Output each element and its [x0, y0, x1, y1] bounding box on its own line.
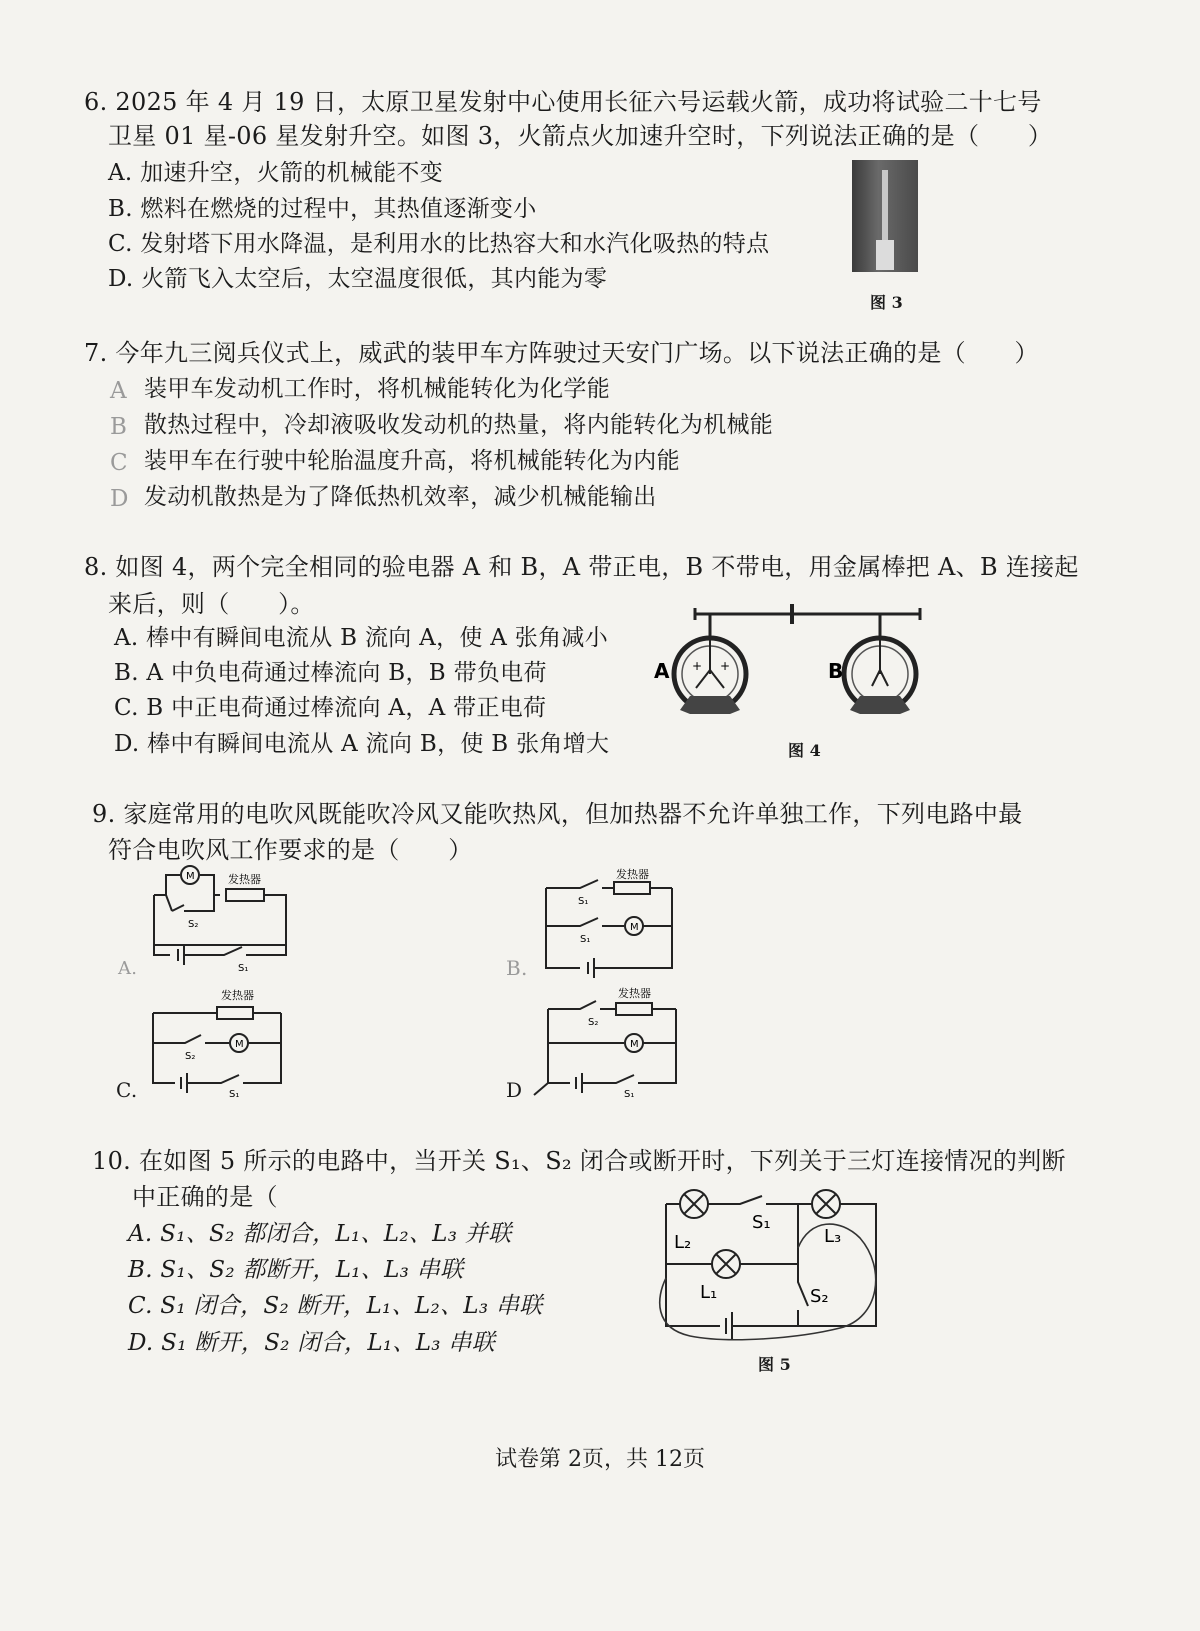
q7-option-a: 装甲车发动机工作时，将机械能转化为化学能	[144, 376, 610, 402]
q8-option-a: A. 棒中有瞬间电流从 B 流向 A，使 A 张角减小	[114, 625, 609, 651]
circuit-b	[540, 868, 690, 978]
q7-letter-a: A	[110, 378, 127, 404]
svg-text:M: M	[186, 871, 195, 882]
q7-stem: 7. 今年九三阅兵仪式上，威武的装甲车方阵驶过天安门广场。以下说法正确的是（ ）	[84, 339, 1039, 367]
circuit-b-label: B.	[506, 956, 528, 980]
q10-option-a: A. S₁、S₂ 都闭合，L₁、L₂、L₃ 并联	[128, 1221, 512, 1247]
svg-text:发热器: 发热器	[618, 987, 651, 1000]
q7-letter-d: D	[110, 486, 129, 512]
svg-text:S₂: S₂	[588, 1017, 599, 1028]
q6-option-c: C. 发射塔下用水降温，是利用水的比热容大和水汽化吸热的特点	[108, 231, 770, 257]
electroscope-b-label: B	[828, 659, 844, 683]
q10-stem-line2: 中正确的是（	[132, 1183, 278, 1211]
q7-option-b: 散热过程中，冷却液吸收发动机的热量，将内能转化为机械能	[144, 412, 774, 438]
svg-text:S₂: S₂	[188, 919, 199, 930]
q8-stem-line2: 来后，则（ ）。	[108, 590, 315, 618]
svg-text:S₁: S₁	[229, 1089, 240, 1100]
rocket-photo	[852, 160, 918, 272]
circuit-d-label: D	[506, 1078, 523, 1102]
svg-text:S₂: S₂	[185, 1051, 196, 1062]
q8-option-c: C. B 中正电荷通过棒流向 A，A 带正电荷	[114, 695, 547, 721]
svg-text:发热器: 发热器	[228, 873, 261, 886]
q8-stem-line1: 8. 如图 4，两个完全相同的验电器 A 和 B，A 带正电，B 不带电，用金属棒把 A、B 连接起	[84, 553, 1079, 581]
circuit-c	[145, 985, 295, 1100]
q6-stem-line2: 卫星 01 星-06 星发射升空。如图 3，火箭点火加速升空时，下列说法正确的是（ ）	[108, 122, 1053, 150]
svg-text:S₁: S₁	[578, 896, 589, 907]
svg-text:L₂: L₂	[674, 1232, 692, 1253]
circuit-c-label: C.	[116, 1078, 138, 1102]
figure-5-caption: 图 5	[758, 1355, 791, 1374]
svg-text:发热器: 发热器	[221, 989, 254, 1002]
q7-letter-c: C	[110, 450, 128, 476]
figure-3-caption: 图 3	[870, 293, 903, 312]
circuit-a-label: A.	[118, 958, 138, 979]
q6-option-b: B. 燃料在燃烧的过程中，其热值逐渐变小	[108, 196, 537, 222]
q9-stem-line2: 符合电吹风工作要求的是（ ）	[108, 836, 473, 864]
svg-text:发热器: 发热器	[616, 868, 649, 881]
svg-text:S₁: S₁	[580, 934, 591, 945]
svg-text:M: M	[630, 922, 639, 933]
q7-option-c: 装甲车在行驶中轮胎温度升高，将机械能转化为内能	[144, 448, 680, 474]
svg-text:S₁: S₁	[624, 1089, 635, 1100]
figure-4-electroscopes	[640, 600, 940, 750]
q10-option-d: D. S₁ 断开，S₂ 闭合，L₁、L₃ 串联	[128, 1330, 496, 1356]
svg-text:S₂: S₂	[810, 1286, 829, 1307]
svg-text:L₃: L₃	[824, 1226, 842, 1247]
q6-option-d: D. 火箭飞入太空后，太空温度很低，其内能为零	[108, 266, 608, 292]
q9-stem-line1: 9. 家庭常用的电吹风既能吹冷风又能吹热风，但加热器不允许单独工作，下列电路中最	[92, 800, 1023, 828]
q10-option-b: B. S₁、S₂ 都断开，L₁、L₃ 串联	[128, 1257, 464, 1283]
figure-5-circuit	[650, 1178, 890, 1358]
electroscope-a-label: A	[654, 659, 670, 683]
q7-option-d: 发动机散热是为了降低热机效率，减少机械能输出	[144, 484, 657, 510]
svg-text:S₁: S₁	[238, 963, 249, 974]
circuit-d	[530, 985, 690, 1100]
svg-text:+: +	[720, 659, 731, 673]
svg-text:+: +	[692, 659, 703, 673]
q10-stem-line1: 10. 在如图 5 所示的电路中，当开关 S₁、S₂ 闭合或断开时，下列关于三灯连接情况的判断	[92, 1147, 1066, 1175]
q7-letter-b: B	[110, 414, 128, 440]
q6-stem-line1: 6. 2025 年 4 月 19 日，太原卫星发射中心使用长征六号运载火箭，成功将试验二十七号	[84, 88, 1042, 116]
svg-text:M: M	[235, 1039, 244, 1050]
svg-text:M: M	[630, 1039, 639, 1050]
q8-option-b: B. A 中负电荷通过棒流向 B，B 带负电荷	[114, 660, 547, 686]
circuit-a	[110, 865, 310, 985]
page-footer: 试卷第 2页，共 12页	[495, 1447, 705, 1472]
svg-text:S₁: S₁	[752, 1212, 771, 1233]
q8-option-d: D. 棒中有瞬间电流从 A 流向 B，使 B 张角增大	[114, 731, 610, 757]
figure-4-caption: 图 4	[788, 741, 821, 760]
q6-option-a: A. 加速升空，火箭的机械能不变	[108, 160, 444, 186]
svg-text:L₁: L₁	[700, 1282, 718, 1303]
q10-option-c: C. S₁ 闭合，S₂ 断开，L₁、L₂、L₃ 串联	[128, 1293, 543, 1319]
